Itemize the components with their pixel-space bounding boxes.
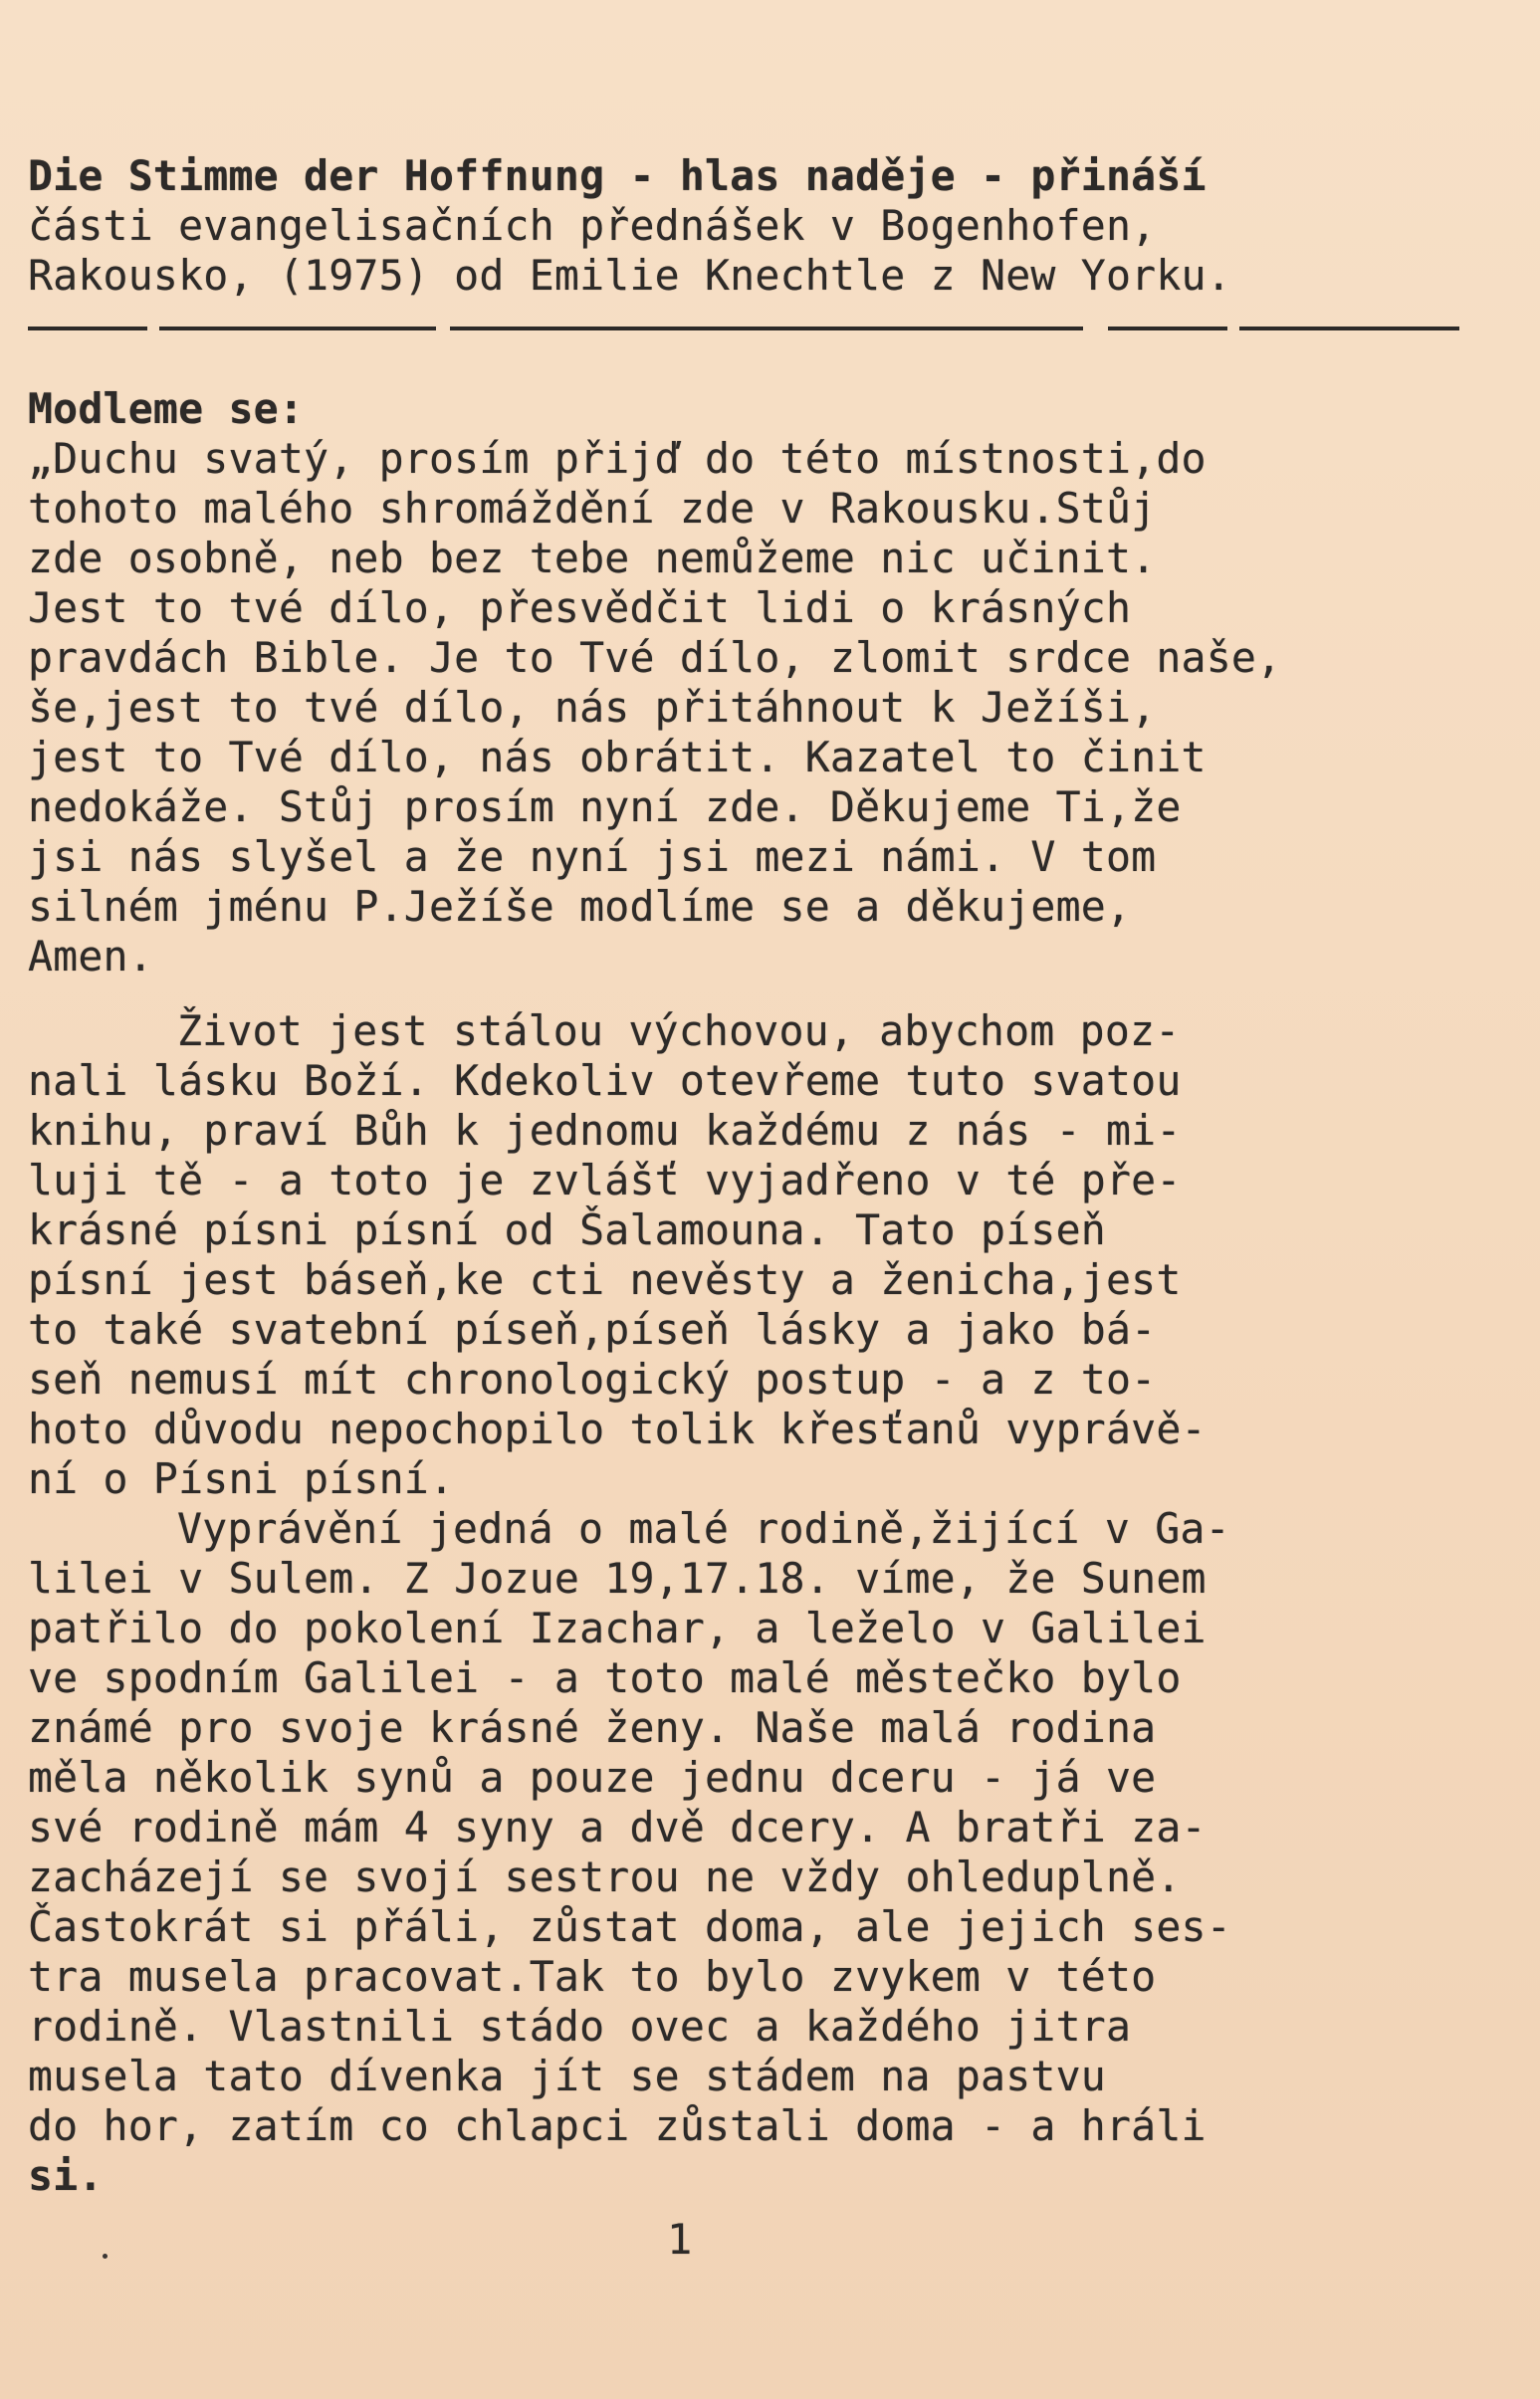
header-line-3: Rakousko, (1975) od Emilie Knechtle z New Yorku. (28, 251, 1231, 300)
paragraph2-line: tra musela pracovat.Tak to bylo zvykem v této (28, 1952, 1157, 2001)
paragraph1-line: Život jest stálou výchovou, abychom poz- (177, 1006, 1181, 1055)
paragraph2-line: lilei v Sulem. Z Jozue 19,17.18. víme, že Sunem (28, 1554, 1207, 1603)
paragraph2-line: si. (28, 2151, 104, 2200)
paragraph1-line: písní jest báseň,ke cti nevěsty a ženicha,jest (28, 1255, 1182, 1304)
dashed-divider (28, 327, 1459, 330)
paragraph1-line: knihu, praví Bůh k jednomu každému z nás - mi- (28, 1106, 1182, 1155)
paragraph2-line: ve spodním Galilei - a toto malé městečko bylo (28, 1653, 1182, 1702)
paragraph2-line: zacházejí se svojí sestrou ne vždy ohleduplně. (28, 1853, 1182, 1901)
paragraph2-line: měla několik synů a pouze jednu dceru - já ve (28, 1753, 1157, 1802)
paragraph1-line: nali lásku Boží. Kdekoliv otevřeme tuto svatou (28, 1056, 1182, 1105)
paragraph2-line: do hor, zatím co chlapci zůstali doma - a hráli (28, 2101, 1207, 2150)
paragraph2-line: musela tato dívenka jít se stádem na pastvu (28, 2052, 1106, 2100)
paragraph2-line: rodině. Vlastnili stádo ovec a každého jitra (28, 2002, 1132, 2051)
prayer-heading: Modleme se: (28, 384, 305, 433)
prayer-line: tohoto malého shromáždění zde v Rakousku.Stůj (28, 484, 1157, 533)
prayer-line: Jest to tvé dílo, přesvědčit lidi o krásných (28, 583, 1132, 632)
prayer-line: jsi nás slyšel a že nyní jsi mezi námi. V tom (28, 832, 1157, 881)
ink-speck (103, 2254, 108, 2259)
header-line-1: Die Stimme der Hoffnung - hlas naděje - přináší (28, 151, 1207, 200)
paragraph2-line: patřilo do pokolení Izachar, a leželo v Galilei (28, 1604, 1207, 1652)
paragraph1-line: ní o Písni písní. (28, 1454, 455, 1503)
prayer-line: nedokáže. Stůj prosím nyní zde. Děkujeme Ti,že (28, 782, 1182, 831)
page-number: 1 (667, 2215, 693, 2264)
paragraph2-line: známé pro svoje krásné ženy. Naše malá rodina (28, 1703, 1157, 1752)
prayer-line: pravdách Bible. Je to Tvé dílo, zlomit srdce naše, (28, 633, 1282, 682)
prayer-line: Amen. (28, 932, 153, 981)
paragraph1-line: luji tě - a toto je zvlášť vyjadřeno v té pře- (28, 1156, 1182, 1204)
paragraph2-line: své rodině mám 4 syny a dvě dcery. A bratři za- (28, 1803, 1207, 1852)
paragraph1-line: hoto důvodu nepochopilo tolik křesťanů vyprávě- (28, 1405, 1207, 1453)
header-line-2: části evangelisačních přednášek v Bogenhofen, (28, 201, 1157, 250)
paragraph1-line: seň nemusí mít chronologický postup - a z to- (28, 1355, 1157, 1404)
paragraph2-line: Častokrát si přáli, zůstat doma, ale jejich ses- (28, 1902, 1231, 1951)
paragraph1-line: krásné písni písní od Šalamouna. Tato píseň (28, 1205, 1106, 1254)
paragraph2-line: Vyprávění jedná o malé rodině,žijící v Ga- (177, 1504, 1230, 1553)
prayer-line: še,jest to tvé dílo, nás přitáhnout k Ježíši, (28, 683, 1157, 732)
prayer-line: „Duchu svatý, prosím přijď do této místnosti,do (28, 434, 1207, 483)
prayer-line: jest to Tvé dílo, nás obrátit. Kazatel to činit (28, 733, 1207, 781)
paragraph1-line: to také svatební píseň,píseň lásky a jako bá- (28, 1305, 1157, 1354)
prayer-line: silném jménu P.Ježíše modlíme se a děkujeme, (28, 882, 1132, 931)
prayer-line: zde osobně, neb bez tebe nemůžeme nic učinit. (28, 534, 1157, 582)
